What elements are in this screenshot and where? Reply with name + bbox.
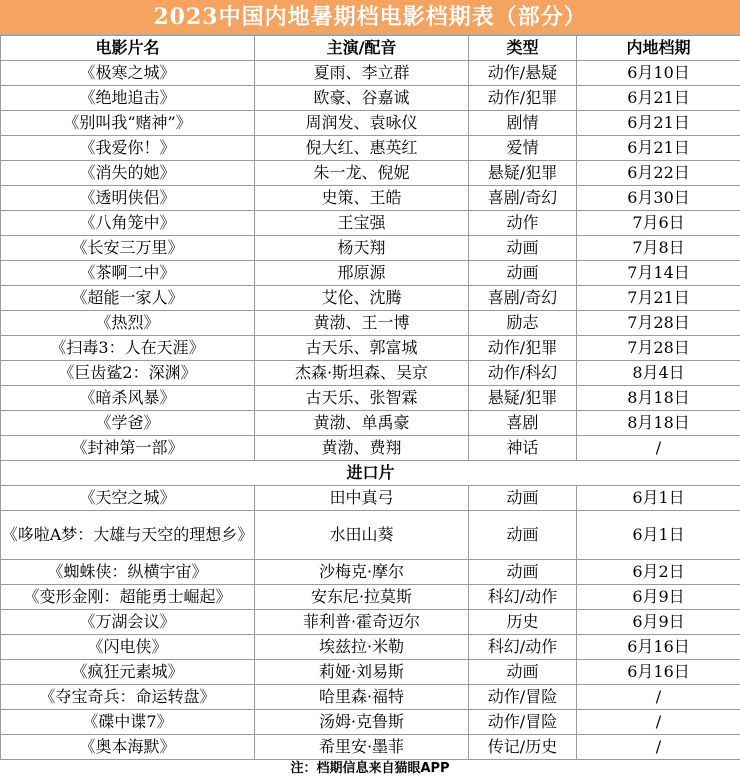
- genre-cell: 爱情: [469, 136, 577, 161]
- table-row: [1, 710, 740, 735]
- cast-cell: 杰森·斯坦森、吴京: [255, 361, 469, 386]
- film-name-cell: 《变形金刚：超能勇士崛起》: [1, 585, 255, 610]
- film-name-cell: 《暗杀风暴》: [1, 386, 255, 411]
- genre-cell: 动画: [469, 486, 577, 511]
- genre-cell: 剧情: [469, 111, 577, 136]
- release-date-cell: 7月8日: [577, 236, 740, 261]
- cast-cell: 王宝强: [255, 211, 469, 236]
- release-date-cell: /: [577, 436, 740, 461]
- film-name-cell: 《消失的她》: [1, 161, 255, 186]
- table-row: [1, 286, 740, 311]
- cast-cell: 莉娅·刘易斯: [255, 660, 469, 685]
- film-name-cell: 《我爱你！》: [1, 136, 255, 161]
- table-row: [1, 436, 740, 461]
- table-row: [1, 386, 740, 411]
- cast-cell: 哈里森·福特: [255, 685, 469, 710]
- film-name-cell: 《哆啦A梦：大雄与天空的理想乡》: [1, 511, 255, 560]
- release-date-cell: 6月16日: [577, 660, 740, 685]
- film-name-cell: 《蜘蛛侠：纵横宇宙》: [1, 560, 255, 585]
- film-name-cell: 《碟中谍7》: [1, 710, 255, 735]
- film-name-cell: 《茶啊二中》: [1, 261, 255, 286]
- table-row: [1, 361, 740, 386]
- cast-cell: 倪大红、惠英红: [255, 136, 469, 161]
- cast-cell: 水田山葵: [255, 511, 469, 560]
- genre-cell: 悬疑/犯罪: [469, 386, 577, 411]
- table-row: [1, 111, 740, 136]
- film-name-cell: 《疯狂元素城》: [1, 660, 255, 685]
- film-name-cell: 《万湖会议》: [1, 610, 255, 635]
- header-row: [1, 36, 740, 61]
- cast-cell: 沙梅克·摩尔: [255, 560, 469, 585]
- cast-cell: 杨天翔: [255, 236, 469, 261]
- release-date-cell: 6月10日: [577, 61, 740, 86]
- release-date-cell: /: [577, 685, 740, 710]
- genre-cell: 动画: [469, 511, 577, 560]
- film-name-cell: 《别叫我“赌神”》: [1, 111, 255, 136]
- release-date-cell: 6月16日: [577, 635, 740, 660]
- table-row: [1, 86, 740, 111]
- table-row: [1, 560, 740, 585]
- cast-cell: 艾伦、沈腾: [255, 286, 469, 311]
- release-date-cell: 7月14日: [577, 261, 740, 286]
- cast-cell: 欧豪、谷嘉诚: [255, 86, 469, 111]
- release-date-cell: 8月18日: [577, 411, 740, 436]
- release-date-cell: 6月2日: [577, 560, 740, 585]
- cast-cell: 邢原源: [255, 261, 469, 286]
- genre-cell: 喜剧/奇幻: [469, 186, 577, 211]
- film-name-cell: 《超能一家人》: [1, 286, 255, 311]
- table-row: [1, 685, 740, 710]
- cast-cell: 埃兹拉·米勒: [255, 635, 469, 660]
- genre-cell: 历史: [469, 610, 577, 635]
- genre-cell: 动作/科幻: [469, 361, 577, 386]
- release-date-cell: 6月9日: [577, 585, 740, 610]
- table-row: [1, 186, 740, 211]
- table-row: [1, 136, 740, 161]
- cast-cell: 古天乐、张智霖: [255, 386, 469, 411]
- film-name-cell: 《透明侠侣》: [1, 186, 255, 211]
- cast-cell: 古天乐、郭富城: [255, 336, 469, 361]
- release-date-cell: 7月6日: [577, 211, 740, 236]
- release-date-cell: 8月4日: [577, 361, 740, 386]
- release-date-cell: 7月21日: [577, 286, 740, 311]
- table-row: [1, 236, 740, 261]
- table-row: [1, 411, 740, 436]
- table-row: [1, 735, 740, 760]
- cast-cell: 菲利普·霍奇迈尔: [255, 610, 469, 635]
- imported-section-label: 进口片: [1, 461, 740, 486]
- release-date-cell: 7月28日: [577, 336, 740, 361]
- genre-cell: 动作/悬疑: [469, 61, 577, 86]
- imported-films: [1, 486, 740, 760]
- schedule-table: [0, 35, 740, 760]
- cast-cell: 希里安·墨菲: [255, 735, 469, 760]
- film-name-cell: 《长安三万里》: [1, 236, 255, 261]
- genre-cell: 喜剧/奇幻: [469, 286, 577, 311]
- cast-cell: 田中真弓: [255, 486, 469, 511]
- film-name-cell: 《扫毒3：人在天涯》: [1, 336, 255, 361]
- genre-cell: 动作/犯罪: [469, 336, 577, 361]
- genre-cell: 动画: [469, 236, 577, 261]
- genre-cell: 科幻/动作: [469, 585, 577, 610]
- release-date-cell: 6月1日: [577, 486, 740, 511]
- source-note: 注：档期信息来自猫眼APP: [290, 761, 450, 776]
- table-row: [1, 660, 740, 685]
- film-name-cell: 《天空之城》: [1, 486, 255, 511]
- cast-cell: 周润发、袁咏仪: [255, 111, 469, 136]
- release-date-cell: 6月9日: [577, 610, 740, 635]
- cast-cell: 汤姆·克鲁斯: [255, 710, 469, 735]
- genre-cell: 动画: [469, 560, 577, 585]
- table-title: 2023中国内地暑期档电影档期表（部分）: [0, 0, 740, 35]
- genre-cell: 动作: [469, 211, 577, 236]
- cast-cell: 史策、王皓: [255, 186, 469, 211]
- table-row: [1, 311, 740, 336]
- table-row: [1, 336, 740, 361]
- cast-cell: 安东尼·拉莫斯: [255, 585, 469, 610]
- film-name-cell: 《封神第一部》: [1, 436, 255, 461]
- cast-cell: 黄渤、单禹豪: [255, 411, 469, 436]
- table-row: [1, 61, 740, 86]
- release-date-cell: 6月21日: [577, 136, 740, 161]
- release-date-cell: /: [577, 735, 740, 760]
- film-name-cell: 《夺宝奇兵：命运转盘》: [1, 685, 255, 710]
- genre-cell: 传记/历史: [469, 735, 577, 760]
- header-genre: 类型: [469, 36, 577, 61]
- film-name-cell: 《八角笼中》: [1, 211, 255, 236]
- header-cast: 主演/配音: [255, 36, 469, 61]
- domestic-films: [1, 61, 740, 461]
- film-name-cell: 《闪电侠》: [1, 635, 255, 660]
- table-row: [1, 585, 740, 610]
- header-release-date: 内地档期: [577, 36, 740, 61]
- genre-cell: 动作/冒险: [469, 710, 577, 735]
- cast-cell: 朱一龙、倪妮: [255, 161, 469, 186]
- table-row: [1, 610, 740, 635]
- release-date-cell: /: [577, 710, 740, 735]
- release-date-cell: 6月1日: [577, 511, 740, 560]
- release-date-cell: 8月18日: [577, 386, 740, 411]
- genre-cell: 科幻/动作: [469, 635, 577, 660]
- genre-cell: 励志: [469, 311, 577, 336]
- film-name-cell: 《巨齿鲨2：深渊》: [1, 361, 255, 386]
- release-date-cell: 6月30日: [577, 186, 740, 211]
- film-name-cell: 《奥本海默》: [1, 735, 255, 760]
- film-name-cell: 《热烈》: [1, 311, 255, 336]
- genre-cell: 喜剧: [469, 411, 577, 436]
- table-row: [1, 211, 740, 236]
- table-row: [1, 261, 740, 286]
- release-date-cell: 6月22日: [577, 161, 740, 186]
- table-row: [1, 635, 740, 660]
- table-row: [1, 161, 740, 186]
- cast-cell: 夏雨、李立群: [255, 61, 469, 86]
- genre-cell: 动画: [469, 660, 577, 685]
- film-name-cell: 《极寒之城》: [1, 61, 255, 86]
- release-date-cell: 7月28日: [577, 311, 740, 336]
- table-row: [1, 486, 740, 511]
- cast-cell: 黄渤、费翔: [255, 436, 469, 461]
- section-row-imported: [1, 461, 740, 486]
- genre-cell: 悬疑/犯罪: [469, 161, 577, 186]
- genre-cell: 动画: [469, 261, 577, 286]
- film-name-cell: 《绝地追击》: [1, 86, 255, 111]
- genre-cell: 动作/犯罪: [469, 86, 577, 111]
- release-date-cell: 6月21日: [577, 111, 740, 136]
- genre-cell: 动作/冒险: [469, 685, 577, 710]
- film-name-cell: 《学爸》: [1, 411, 255, 436]
- header-film-name: 电影片名: [1, 36, 255, 61]
- table-row: [1, 511, 740, 560]
- cast-cell: 黄渤、王一博: [255, 311, 469, 336]
- release-date-cell: 6月21日: [577, 86, 740, 111]
- genre-cell: 神话: [469, 436, 577, 461]
